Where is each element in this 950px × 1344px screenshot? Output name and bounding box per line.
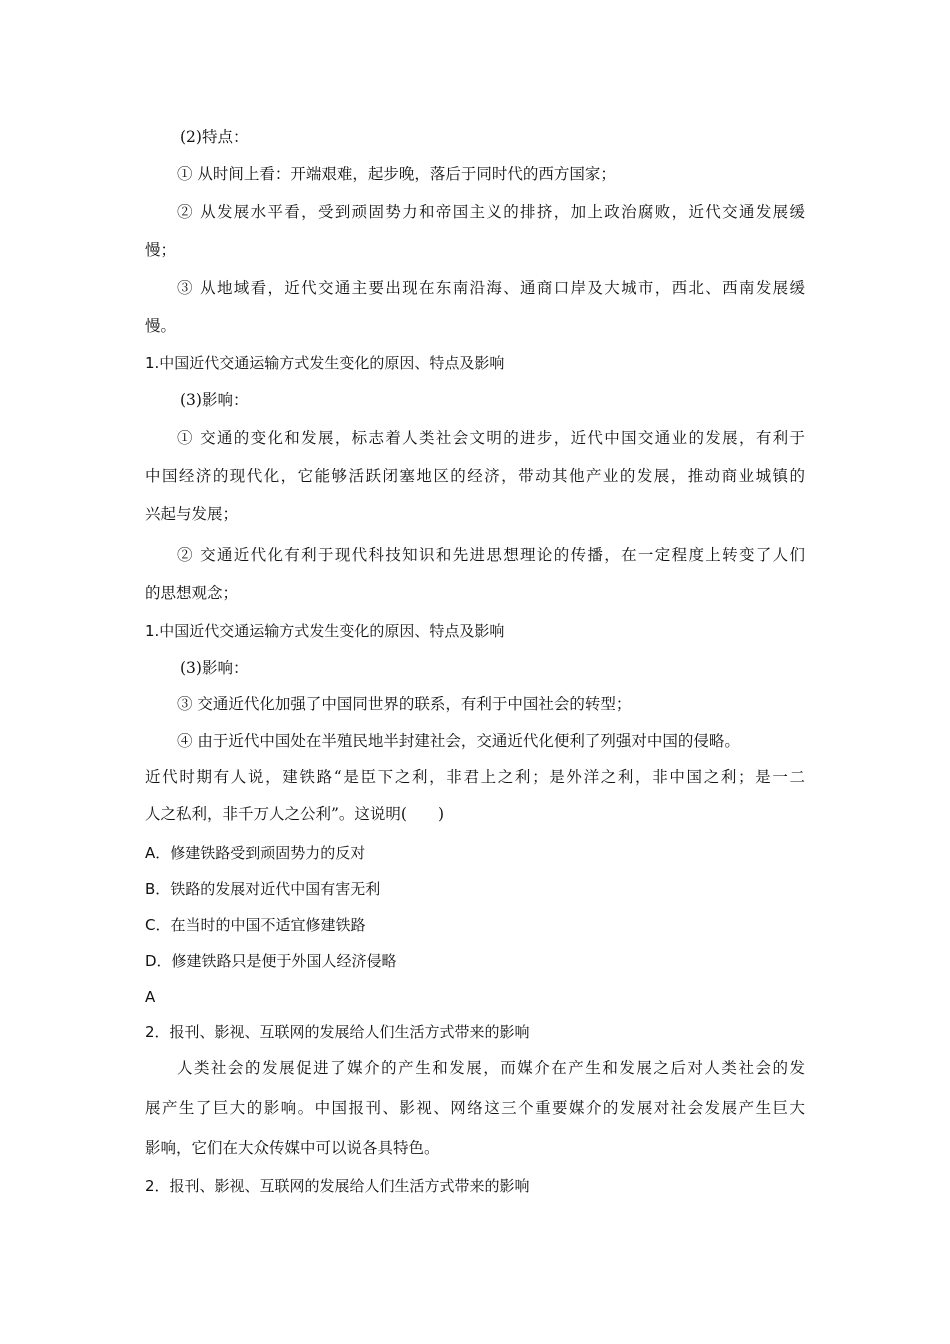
feature-item-2-line-2: 慢；: [145, 241, 177, 259]
feature-item-3-line-1: ③ 从地域看，近代交通主要出现在东南沿海、通商口岸及大城市，西北、西南发展缓: [177, 279, 805, 297]
option-c: C．在当时的中国不适宜修建铁路: [145, 916, 366, 934]
media-paragraph-line-1: 人类社会的发展促进了媒介的产生和发展，而媒介在产生和发展之后对人类社会的发: [177, 1059, 805, 1077]
features-heading: (2)特点：: [180, 128, 249, 146]
impact-item-1-line-1: ① 交通的变化和发展，标志着人类社会文明的进步，近代中国交通业的发展，有利于: [177, 429, 805, 447]
option-b: B．铁路的发展对近代中国有害无利: [145, 880, 381, 898]
feature-item-3-line-2: 慢。: [145, 317, 177, 335]
media-section-title-repeat: 2．报刊、影视、互联网的发展给人们生活方式带来的影响: [145, 1177, 530, 1195]
option-d: D．修建铁路只是便于外国人经济侵略: [145, 952, 397, 970]
impact-item-3: ③ 交通近代化加强了中国同世界的联系，有利于中国社会的转型；: [177, 695, 632, 713]
impact-item-1-line-3: 兴起与发展；: [145, 505, 239, 523]
feature-item-2-line-1: ② 从发展水平看，受到顽固势力和帝国主义的排挤，加上政治腐败，近代交通发展缓: [177, 203, 805, 221]
impact-item-2-line-1: ② 交通近代化有利于现代科技知识和先进思想理论的传播，在一定程度上转变了人们: [177, 546, 805, 564]
impact-item-1-line-2: 中国经济的现代化，它能够活跃闭塞地区的经济，带动其他产业的发展，推动商业城镇的: [145, 467, 805, 485]
section-title-repeat: 1.中国近代交通运输方式发生变化的原因、特点及影响: [145, 622, 505, 640]
impact-heading-repeat: (3)影响：: [180, 659, 249, 677]
media-paragraph-line-2: 展产生了巨大的影响。中国报刊、影视、网络这三个重要媒介的发展对社会发展产生巨大: [145, 1099, 805, 1117]
section-title: 1.中国近代交通运输方式发生变化的原因、特点及影响: [145, 354, 505, 372]
media-paragraph-line-3: 影响，它们在大众传媒中可以说各具特色。: [145, 1139, 440, 1157]
media-section-title: 2．报刊、影视、互联网的发展给人们生活方式带来的影响: [145, 1023, 530, 1041]
impact-item-4: ④ 由于近代中国处在半殖民地半封建社会，交通近代化便利了列强对中国的侵略。: [177, 732, 740, 750]
feature-item-1: ① 从时间上看：开端艰难，起步晚，落后于同时代的西方国家；: [177, 165, 616, 183]
impact-item-2-line-2: 的思想观念；: [145, 584, 239, 602]
option-a: A．修建铁路受到顽固势力的反对: [145, 844, 366, 862]
question-stem-line-2: 人之私利，非千万人之公利”。这说明( ): [145, 805, 445, 823]
question-stem-line-1: 近代时期有人说，建铁路“是臣下之利，非君上之利；是外洋之利，非中国之利；是一二: [145, 768, 805, 786]
impact-heading: (3)影响：: [180, 391, 249, 409]
answer: A: [145, 988, 156, 1006]
